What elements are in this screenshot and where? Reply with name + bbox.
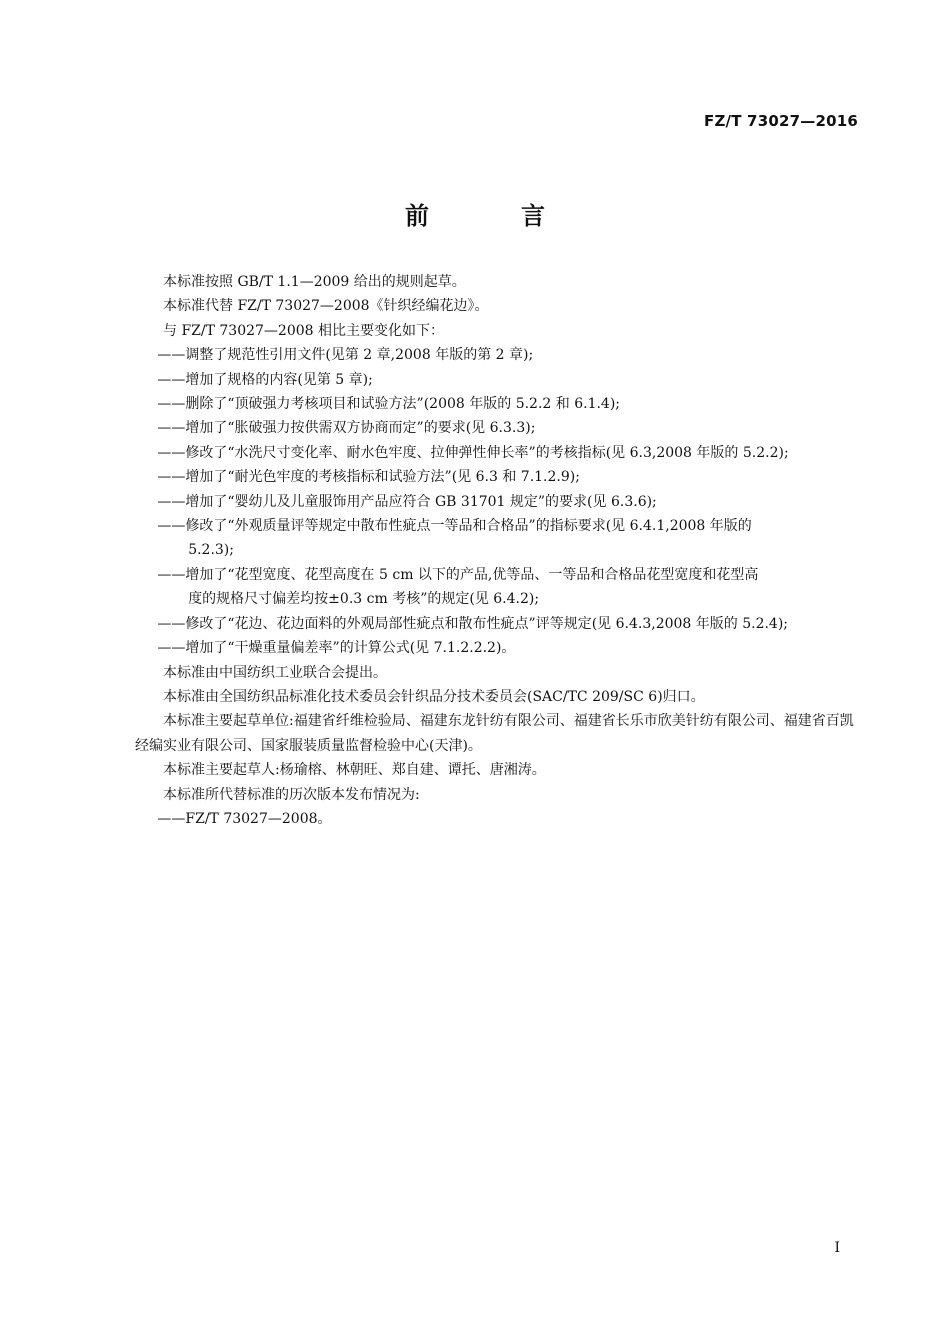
paragraph-proposer: 本标准由中国纺织工业联合会提出。 — [163, 664, 387, 681]
change-item-continuation: 5.2.3); — [188, 542, 234, 559]
change-item: ——增加了“干燥重量偏差率”的计算公式(见 7.1.2.2.2)。 — [157, 640, 516, 657]
document-body — [135, 270, 861, 831]
change-item-continuation: 度的规格尺寸偏差均按±0.3 cm 考核”的规定(见 6.4.2); — [188, 591, 540, 608]
paragraph-drafters: 本标准主要起草人:杨瑜榕、林朝旺、郑自建、谭托、唐湘涛。 — [163, 762, 546, 779]
change-item: ——增加了“婴幼儿及儿童服饰用产品应符合 GB 31701 规定”的要求(见 6.3.6); — [157, 493, 657, 510]
change-item: ——增加了规格的内容(见第 5 章); — [157, 371, 373, 388]
change-item: ——增加了“耐光色牢度的考核指标和试验方法”(见 6.3 和 7.1.2.9); — [157, 469, 580, 486]
change-item: ——修改了“外观质量评等规定中散布性疵点一等品和合格品”的指标要求(见 6.4.1,2008 年版的 — [157, 518, 752, 535]
paragraph-replaces: 本标准代替 FZ/T 73027—2008《针织经编花边》。 — [163, 298, 489, 315]
document-code: FZ/T 73027—2016 — [704, 112, 858, 130]
paragraph-committee: 本标准由全国纺织品标准化技术委员会针织品分技术委员会(SAC/TC 209/SC 6)归口。 — [163, 688, 705, 705]
paragraph-changes-intro: 与 FZ/T 73027—2008 相比主要变化如下： — [163, 322, 445, 339]
change-item: ——修改了“水洗尺寸变化率、耐水色牢度、拉伸弹性伸长率”的考核指标(见 6.3,2008 年版的 5.2.2); — [157, 444, 789, 461]
change-item: ——删除了“顶破强力考核项目和试验方法”(2008 年版的 5.2.2 和 6.1.4); — [157, 396, 621, 413]
change-item: ——增加了“胀破强力按供需双方协商而定”的要求(见 6.3.3); — [157, 420, 536, 437]
paragraph-drafting-rules: 本标准按照 GB/T 1.1—2009 给出的规则起草。 — [163, 274, 466, 290]
paragraph-drafting-units: 本标准主要起草单位:福建省纤维检验局、福建东龙针纺有限公司、福建省长乐市欣美针纺有限公司、福建省百凯经编实业有限公司、国家服装质量监督检验中心(天津)。 — [135, 713, 854, 754]
paragraph-history: 本标准所代替标准的历次版本发布情况为: — [163, 786, 420, 803]
change-item: ——修改了“花边、花边面料的外观局部性疵点和散布性疵点”评等规定(见 6.4.3,2008 年版的 5.2.4); — [157, 615, 789, 632]
page-title: 前 言 — [405, 202, 579, 230]
change-item: ——增加了“花型宽度、花型高度在 5 cm 以下的产品,优等品、一等品和合格品花型宽度和花型高 — [157, 566, 759, 583]
page-number: I — [834, 1240, 840, 1256]
history-item: ——FZ/T 73027—2008。 — [157, 810, 332, 827]
change-item: ——调整了规范性引用文件(见第 2 章,2008 年版的第 2 章); — [157, 347, 534, 364]
